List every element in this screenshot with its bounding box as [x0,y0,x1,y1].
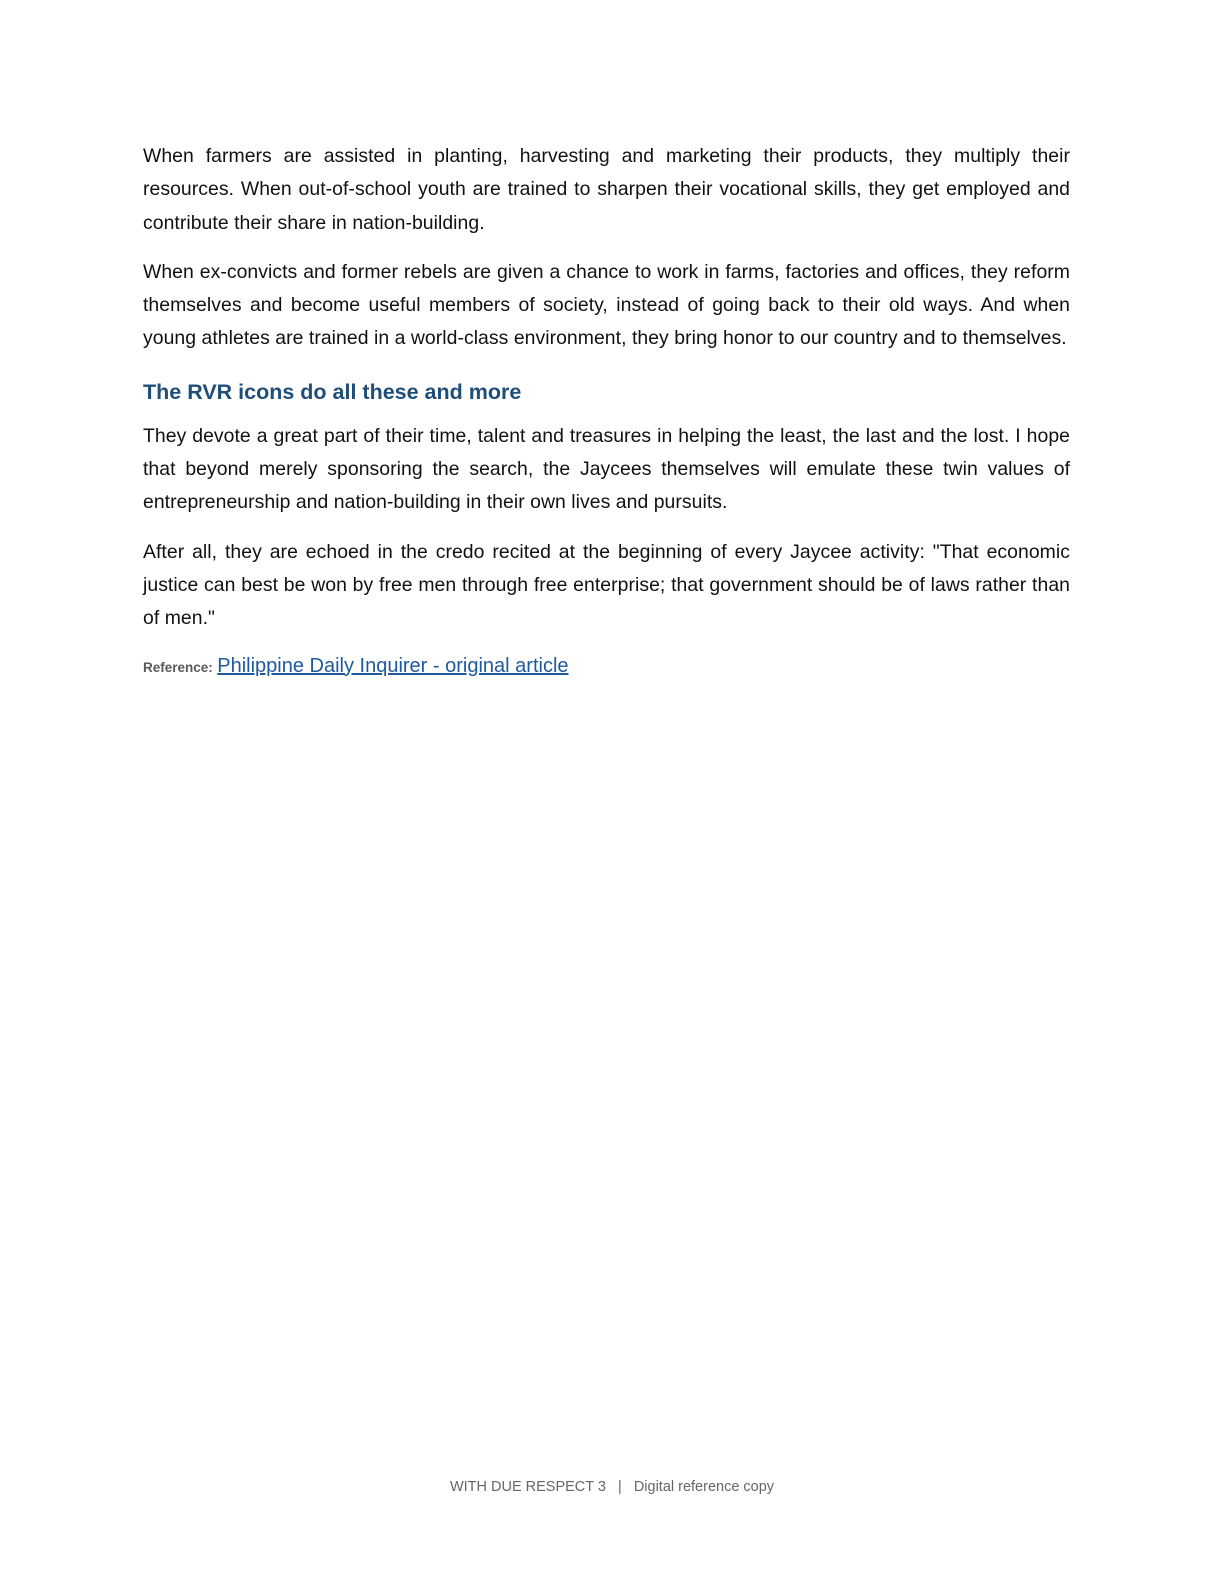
footer-title: WITH DUE RESPECT 3 [449,1479,606,1495]
paragraph-ex-convicts: When ex-convicts and former rebels are given a chance to work in farms, factories and offices, they reform themselves and become useful members of society, instead of going back to their old ways. And when young athletes are trained in a world-class environment, they bring honor to our country and to themselves. [143,260,1070,350]
section-heading: The RVR icons do all these and more [143,379,522,404]
reference-label: Reference: [143,659,213,675]
reference-link[interactable]: Philippine Daily Inquirer - original article [217,654,569,677]
paragraph-devote: They devote a great part of their time, talent and treasures in helping the least, the last and the lost. I hope that beyond merely sponsoring the search, the Jaycees themselves will emulate these twin values of entrepreneurship and nation-building in their own lives and pursuits. [143,424,1070,514]
footer-separator: | [618,1479,622,1495]
document-body [143,140,1070,682]
paragraph-credo: After all, they are echoed in the credo recited at the beginning of every Jaycee activity: "That economic justice can best be won by free men through free enterprise; that government should be of laws rather than of men." [143,540,1070,630]
reference-line [143,652,1070,682]
paragraph-farmers: When farmers are assisted in planting, harvesting and marketing their products, they multiply their resources. When out-of-school youth are trained to sharpen their vocational skills, they get employed and contribute their share in nation-building. [143,145,1070,234]
footer-note: Digital reference copy [633,1479,775,1495]
page-footer [0,1479,1224,1495]
